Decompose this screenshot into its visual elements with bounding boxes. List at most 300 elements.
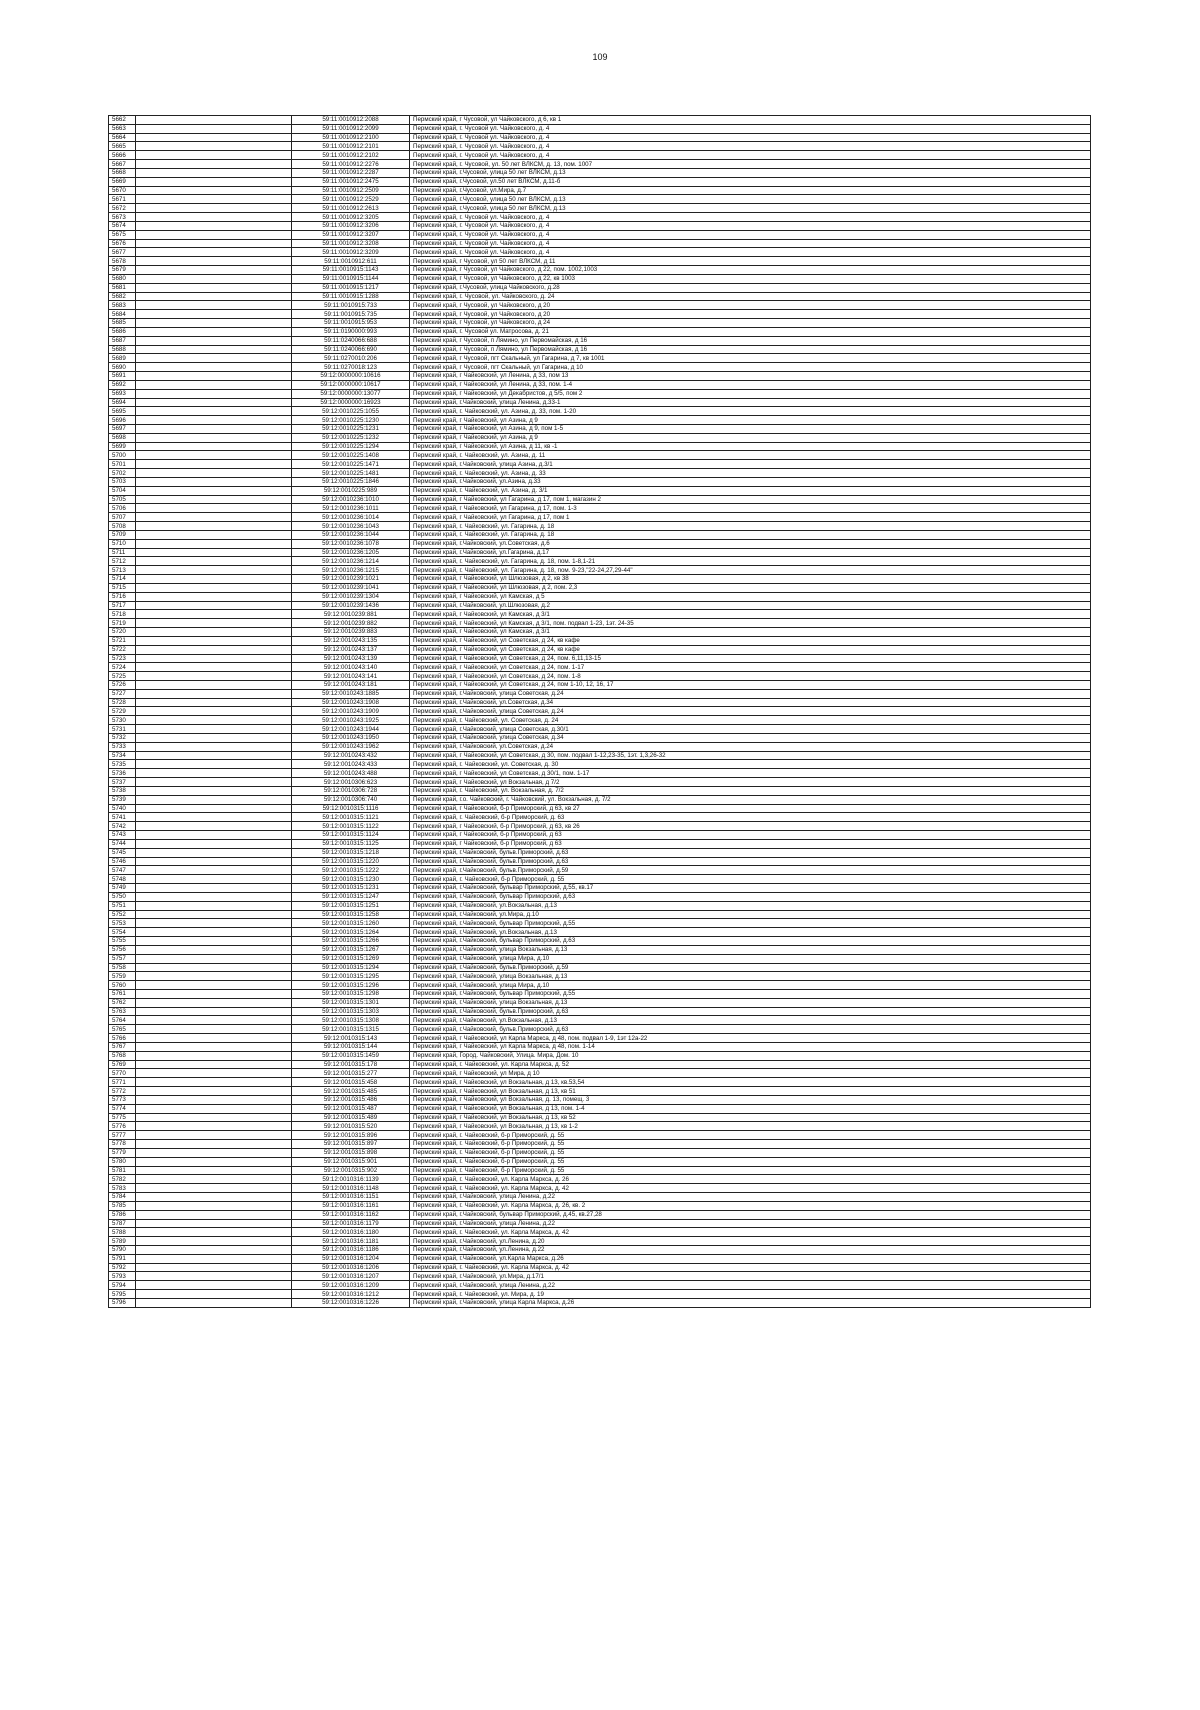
blank-cell xyxy=(136,177,292,186)
row-number-cell: 5703 xyxy=(109,477,136,486)
address-cell: Пермский край, г.Чайковский, улица Советская, д.34 xyxy=(410,733,1091,742)
blank-cell xyxy=(136,1298,292,1307)
row-number-cell: 5776 xyxy=(109,1122,136,1131)
blank-cell xyxy=(136,592,292,601)
row-number-cell: 5667 xyxy=(109,160,136,169)
blank-cell xyxy=(136,266,292,275)
row-number-cell: 5759 xyxy=(109,972,136,981)
address-cell: Пермский край, г Чайковский, ул Азина, д 9, пом 1-5 xyxy=(410,424,1091,433)
blank-cell xyxy=(136,477,292,486)
blank-cell xyxy=(136,124,292,133)
table-row xyxy=(109,919,1091,928)
blank-cell xyxy=(136,310,292,319)
address-cell: Пермский край, г.Чайковский, бульв.Приморский, д.59 xyxy=(410,866,1091,875)
address-cell: Пермский край, г.Чайковский, ул.Карла Маркса, д.26 xyxy=(410,1254,1091,1263)
table-row xyxy=(109,813,1091,822)
row-number-cell: 5724 xyxy=(109,663,136,672)
address-cell: Пермский край, г Чайковский, ул Азина, д 9 xyxy=(410,433,1091,442)
cadastral-number-cell: 59:12:0010239:1021 xyxy=(292,575,410,584)
table-row xyxy=(109,751,1091,760)
blank-cell xyxy=(136,1175,292,1184)
blank-cell xyxy=(136,1237,292,1246)
cadastral-number-cell: 59:11:0010912:611 xyxy=(292,257,410,266)
blank-cell xyxy=(136,1104,292,1113)
cadastral-number-cell: 59:12:0010236:1215 xyxy=(292,566,410,575)
cadastral-number-cell: 59:11:0010912:3208 xyxy=(292,239,410,248)
cadastral-number-cell: 59:12:0010243:1885 xyxy=(292,689,410,698)
address-cell: Пермский край, г Чайковский, ул Советская, д 24, кв кафе xyxy=(410,645,1091,654)
address-cell: Пермский край, г Чайковский, ул Советская, д 24, пом. 1-17 xyxy=(410,663,1091,672)
table-row xyxy=(109,1281,1091,1290)
row-number-cell: 5754 xyxy=(109,928,136,937)
cadastral-number-cell: 59:11:0010912:2475 xyxy=(292,177,410,186)
address-cell: Пермский край, Город. Чайковский, Улица. Мира, Дом. 10 xyxy=(410,1051,1091,1060)
blank-cell xyxy=(136,610,292,619)
table-row xyxy=(109,822,1091,831)
row-number-cell: 5741 xyxy=(109,813,136,822)
blank-cell xyxy=(136,504,292,513)
blank-cell xyxy=(136,1069,292,1078)
table-row xyxy=(109,1148,1091,1157)
row-number-cell: 5668 xyxy=(109,168,136,177)
blank-cell xyxy=(136,168,292,177)
address-cell: Пермский край, г.Чайковский, бульвар Приморский, д.55 xyxy=(410,989,1091,998)
address-cell: Пермский край, г Чайковский, ул Советская, д 24, пом. 6,11,13-15 xyxy=(410,654,1091,663)
cadastral-number-cell: 59:12:0010315:1267 xyxy=(292,945,410,954)
row-number-cell: 5763 xyxy=(109,1007,136,1016)
table-row xyxy=(109,1193,1091,1202)
address-cell: Пермский край, г.о. Чайковский, г. Чайковский, ул. Вокзальная, д. 7/2 xyxy=(410,795,1091,804)
table-row xyxy=(109,716,1091,725)
cadastral-number-cell: 59:11:0010915:1217 xyxy=(292,283,410,292)
blank-cell xyxy=(136,495,292,504)
cadastral-number-cell: 59:12:0010315:1222 xyxy=(292,866,410,875)
cadastral-number-cell: 59:12:0010306:623 xyxy=(292,778,410,787)
blank-cell xyxy=(136,301,292,310)
address-cell: Пермский край, г.Чайковский, улица Ленина, д.33-1 xyxy=(410,398,1091,407)
cadastral-number-cell: 59:12:0010315:1266 xyxy=(292,937,410,946)
cadastral-number-cell: 59:12:0000000:13077 xyxy=(292,389,410,398)
blank-cell xyxy=(136,1034,292,1043)
address-cell: Пермский край, г Чайковский, б-р Приморский, д 63 xyxy=(410,839,1091,848)
table-row xyxy=(109,654,1091,663)
table-row xyxy=(109,1051,1091,1060)
blank-cell xyxy=(136,239,292,248)
blank-cell xyxy=(136,619,292,628)
table-row xyxy=(109,742,1091,751)
cadastral-number-cell: 59:12:0010239:1304 xyxy=(292,592,410,601)
row-number-cell: 5786 xyxy=(109,1210,136,1219)
address-cell: Пермский край, г Чусовой, п Лямино, ул Первомайская, д 16 xyxy=(410,336,1091,345)
table-row xyxy=(109,963,1091,972)
table-row xyxy=(109,1069,1091,1078)
table-row xyxy=(109,945,1091,954)
address-cell: Пермский край, г Чайковский, ул Гагарина, д 17, пом 1, магазин 2 xyxy=(410,495,1091,504)
cadastral-number-cell: 59:12:0010315:1258 xyxy=(292,910,410,919)
blank-cell xyxy=(136,751,292,760)
row-number-cell: 5748 xyxy=(109,875,136,884)
address-cell: Пермский край, г.Чайковский, ул.Мира, д.10 xyxy=(410,910,1091,919)
row-number-cell: 5727 xyxy=(109,689,136,698)
cadastral-number-cell: 59:12:0010243:1950 xyxy=(292,733,410,742)
row-number-cell: 5678 xyxy=(109,257,136,266)
table-row xyxy=(109,522,1091,531)
table-row xyxy=(109,645,1091,654)
address-cell: Пермский край, г. Чайковский, ул. Гагарина, д. 18 xyxy=(410,522,1091,531)
blank-cell xyxy=(136,292,292,301)
blank-cell xyxy=(136,142,292,151)
row-number-cell: 5751 xyxy=(109,901,136,910)
cadastral-number-cell: 59:12:0010236:1043 xyxy=(292,522,410,531)
row-number-cell: 5701 xyxy=(109,460,136,469)
table-row xyxy=(109,283,1091,292)
address-cell: Пермский край, г Чусовой, ул Чайковского, д 22, кв 1003 xyxy=(410,274,1091,283)
cadastral-number-cell: 59:12:0010243:135 xyxy=(292,636,410,645)
address-cell: Пермский край, г.Чайковский, улица Мира, д.10 xyxy=(410,954,1091,963)
address-cell: Пермский край, г Чусовой, пгт Скальный, ул Гагарина, д 7, кв 1001 xyxy=(410,354,1091,363)
blank-cell xyxy=(136,213,292,222)
table-row xyxy=(109,1025,1091,1034)
row-number-cell: 5694 xyxy=(109,398,136,407)
address-cell: Пермский край, г. Чусовой ул. Чайковского, д. 4 xyxy=(410,230,1091,239)
cadastral-number-cell: 59:12:0010316:1180 xyxy=(292,1228,410,1237)
cadastral-number-cell: 59:11:0190000:993 xyxy=(292,327,410,336)
blank-cell xyxy=(136,707,292,716)
row-number-cell: 5794 xyxy=(109,1281,136,1290)
table-row xyxy=(109,239,1091,248)
address-cell: Пермский край, г.Чайковский, улица Ленина, д.22 xyxy=(410,1193,1091,1202)
blank-cell xyxy=(136,928,292,937)
row-number-cell: 5743 xyxy=(109,831,136,840)
table-row xyxy=(109,186,1091,195)
cadastral-number-cell: 59:12:0010315:1122 xyxy=(292,822,410,831)
cadastral-number-cell: 59:12:0010316:1226 xyxy=(292,1298,410,1307)
row-number-cell: 5718 xyxy=(109,610,136,619)
table-row xyxy=(109,292,1091,301)
cadastral-number-cell: 59:12:0010315:1264 xyxy=(292,928,410,937)
row-number-cell: 5702 xyxy=(109,469,136,478)
address-cell: Пермский край, г.Чайковский, бульв.Приморский, д.63 xyxy=(410,1025,1091,1034)
address-cell: Пермский край, г. Чайковский, ул. Азина, д. 11 xyxy=(410,451,1091,460)
cadastral-number-cell: 59:12:0010243:1962 xyxy=(292,742,410,751)
address-cell: Пермский край, г.Чайковский, бульвар Приморский, д.63 xyxy=(410,892,1091,901)
table-row xyxy=(109,1228,1091,1237)
blank-cell xyxy=(136,884,292,893)
cadastral-number-cell: 59:12:0010225:1481 xyxy=(292,469,410,478)
row-number-cell: 5745 xyxy=(109,848,136,857)
table-row xyxy=(109,1263,1091,1272)
cadastral-number-cell: 59:12:0010236:1205 xyxy=(292,548,410,557)
blank-cell xyxy=(136,963,292,972)
blank-cell xyxy=(136,875,292,884)
cadastral-number-cell: 59:12:0010225:1055 xyxy=(292,407,410,416)
cadastral-number-cell: 59:12:0010239:883 xyxy=(292,628,410,637)
row-number-cell: 5740 xyxy=(109,804,136,813)
cadastral-number-cell: 59:12:0010315:897 xyxy=(292,1140,410,1149)
row-number-cell: 5735 xyxy=(109,760,136,769)
cadastral-number-cell: 59:12:0010239:881 xyxy=(292,610,410,619)
address-cell: Пермский край, г. Чайковский, ул. Азина, д. 33, пом. 1-20 xyxy=(410,407,1091,416)
cadastral-number-cell: 59:12:0010315:178 xyxy=(292,1060,410,1069)
address-cell: Пермский край, г Чайковский, ул Гагарина, д 17, пом 1 xyxy=(410,513,1091,522)
blank-cell xyxy=(136,230,292,239)
table-row xyxy=(109,495,1091,504)
blank-cell xyxy=(136,1025,292,1034)
cadastral-number-cell: 59:12:0010315:1459 xyxy=(292,1051,410,1060)
address-cell: Пермский край, г Чусовой, ул Чайковского, д 20 xyxy=(410,301,1091,310)
address-cell: Пермский край, г. Чайковский, б-р Приморский, д. 55 xyxy=(410,1148,1091,1157)
blank-cell xyxy=(136,469,292,478)
address-cell: Пермский край, г.Чайковский, улица Карла Маркса, д.26 xyxy=(410,1298,1091,1307)
table-row xyxy=(109,345,1091,354)
table-row xyxy=(109,601,1091,610)
address-cell: Пермский край, г Чайковский, ул Вокзальная, д 13, кв 1-2 xyxy=(410,1122,1091,1131)
address-cell: Пермский край, г Чайковский, ул Ленина, д 33, пом. 1-4 xyxy=(410,380,1091,389)
cadastral-number-cell: 59:12:0010316:1179 xyxy=(292,1219,410,1228)
blank-cell xyxy=(136,548,292,557)
row-number-cell: 5675 xyxy=(109,230,136,239)
cadastral-number-cell: 59:12:0010316:1151 xyxy=(292,1193,410,1202)
row-number-cell: 5674 xyxy=(109,221,136,230)
blank-cell xyxy=(136,822,292,831)
row-number-cell: 5665 xyxy=(109,142,136,151)
row-number-cell: 5704 xyxy=(109,486,136,495)
row-number-cell: 5720 xyxy=(109,628,136,637)
row-number-cell: 5770 xyxy=(109,1069,136,1078)
address-cell: Пермский край, г.Чайковский, бульв.Приморский, д.63 xyxy=(410,1007,1091,1016)
blank-cell xyxy=(136,813,292,822)
blank-cell xyxy=(136,522,292,531)
address-cell: Пермский край, г.Чайковский, ул.Гагарина, д.17 xyxy=(410,548,1091,557)
blank-cell xyxy=(136,1281,292,1290)
blank-cell xyxy=(136,354,292,363)
table-row xyxy=(109,354,1091,363)
row-number-cell: 5677 xyxy=(109,248,136,257)
address-cell: Пермский край, г Чайковский, ул Советская, д 24, кв кафе xyxy=(410,636,1091,645)
address-cell: Пермский край, г.Чусовой, улица Чайковского, д.28 xyxy=(410,283,1091,292)
row-number-cell: 5670 xyxy=(109,186,136,195)
table-row xyxy=(109,416,1091,425)
address-cell: Пермский край, г Чайковский, ул Гагарина, д 17, пом. 1-3 xyxy=(410,504,1091,513)
row-number-cell: 5781 xyxy=(109,1166,136,1175)
blank-cell xyxy=(136,1131,292,1140)
table-row xyxy=(109,928,1091,937)
blank-cell xyxy=(136,575,292,584)
table-row xyxy=(109,116,1091,125)
address-cell: Пермский край, г Чусовой, п Лямино, ул Первомайская, д 16 xyxy=(410,345,1091,354)
cadastral-number-cell: 59:12:0010236:1011 xyxy=(292,504,410,513)
row-number-cell: 5671 xyxy=(109,195,136,204)
blank-cell xyxy=(136,566,292,575)
table-row xyxy=(109,989,1091,998)
cadastral-number-cell: 59:12:0010316:1209 xyxy=(292,1281,410,1290)
blank-cell xyxy=(136,1219,292,1228)
table-row xyxy=(109,1254,1091,1263)
table-row xyxy=(109,133,1091,142)
cadastral-number-cell: 59:12:0000000:16923 xyxy=(292,398,410,407)
table-row xyxy=(109,363,1091,372)
cadastral-number-cell: 59:12:0010243:141 xyxy=(292,672,410,681)
cadastral-number-cell: 59:12:0010243:433 xyxy=(292,760,410,769)
cadastral-number-cell: 59:12:0010239:882 xyxy=(292,619,410,628)
table-row xyxy=(109,168,1091,177)
row-number-cell: 5789 xyxy=(109,1237,136,1246)
cadastral-number-cell: 59:12:0010236:1010 xyxy=(292,495,410,504)
row-number-cell: 5663 xyxy=(109,124,136,133)
address-cell: Пермский край, г Чайковский, ул Советская, д 30, пом. подвал 1-12,23-35, 1эт. 1,3,26-32 xyxy=(410,751,1091,760)
row-number-cell: 5669 xyxy=(109,177,136,186)
cadastral-number-cell: 59:12:0010315:1303 xyxy=(292,1007,410,1016)
address-cell: Пермский край, г.Чусовой, улица 50 лет ВЛКСМ, д.13 xyxy=(410,168,1091,177)
blank-cell xyxy=(136,433,292,442)
row-number-cell: 5755 xyxy=(109,937,136,946)
address-cell: Пермский край, г. Чайковский, б-р Приморский, д. 55 xyxy=(410,875,1091,884)
address-cell: Пермский край, г.Чайковский, бульвар Приморский, д.55, кв.17 xyxy=(410,884,1091,893)
row-number-cell: 5716 xyxy=(109,592,136,601)
address-cell: Пермский край, г. Чусовой ул. Чайковского, д. 4 xyxy=(410,133,1091,142)
table-row xyxy=(109,1272,1091,1281)
table-row xyxy=(109,433,1091,442)
cadastral-number-cell: 59:12:0010315:902 xyxy=(292,1166,410,1175)
address-cell: Пермский край, г. Чайковский, ул. Гагарина, д. 18 xyxy=(410,530,1091,539)
table-row xyxy=(109,1016,1091,1025)
blank-cell xyxy=(136,283,292,292)
address-cell: Пермский край, г Чайковский, ул Камская, д 5 xyxy=(410,592,1091,601)
page-number: 109 xyxy=(592,52,608,62)
address-cell: Пермский край, г. Чайковский, ул. Карла Маркса, д. 26, кв. 2 xyxy=(410,1201,1091,1210)
address-cell: Пермский край, г.Чусовой, ул.50 лет ВЛКСМ, д.11-б xyxy=(410,177,1091,186)
row-number-cell: 5734 xyxy=(109,751,136,760)
address-cell: Пермский край, г.Чайковский, ул.Вокзальная, д.13 xyxy=(410,928,1091,937)
blank-cell xyxy=(136,1095,292,1104)
address-cell: Пермский край, г.Чусовой, улица 50 лет ВЛКСМ, д.13 xyxy=(410,195,1091,204)
row-number-cell: 5753 xyxy=(109,919,136,928)
address-cell: Пермский край, г Чайковский, ул Декабристов, д 5/5, пом 2 xyxy=(410,389,1091,398)
table-row xyxy=(109,513,1091,522)
table-row xyxy=(109,310,1091,319)
row-number-cell: 5711 xyxy=(109,548,136,557)
row-number-cell: 5768 xyxy=(109,1051,136,1060)
table-row xyxy=(109,725,1091,734)
address-cell: Пермский край, г. Чайковский, ул. Азина, д. 3/1 xyxy=(410,486,1091,495)
table-row xyxy=(109,707,1091,716)
cadastral-number-cell: 59:11:0010915:733 xyxy=(292,301,410,310)
cadastral-number-cell: 59:12:0010315:896 xyxy=(292,1131,410,1140)
blank-cell xyxy=(136,363,292,372)
row-number-cell: 5672 xyxy=(109,204,136,213)
cadastral-number-cell: 59:12:0010315:487 xyxy=(292,1104,410,1113)
row-number-cell: 5690 xyxy=(109,363,136,372)
cadastral-number-cell: 59:12:0010316:1206 xyxy=(292,1263,410,1272)
address-cell: Пермский край, г.Чайковский, ул.Ленина, д.22 xyxy=(410,1246,1091,1255)
blank-cell xyxy=(136,769,292,778)
table-row xyxy=(109,760,1091,769)
table-row xyxy=(109,1122,1091,1131)
address-cell: Пермский край, г. Чайковский, ул. Карла Маркса, д. 42 xyxy=(410,1184,1091,1193)
cadastral-number-cell: 59:12:0010243:137 xyxy=(292,645,410,654)
table-row xyxy=(109,1095,1091,1104)
table-row xyxy=(109,795,1091,804)
table-row xyxy=(109,972,1091,981)
address-cell: Пермский край, г. Чусовой ул. Чайковского, д. 4 xyxy=(410,248,1091,257)
row-number-cell: 5676 xyxy=(109,239,136,248)
blank-cell xyxy=(136,1016,292,1025)
address-cell: Пермский край, г Чайковский, ул Шлюзовая, д 2, пом. 2,3 xyxy=(410,583,1091,592)
row-number-cell: 5761 xyxy=(109,989,136,998)
table-row xyxy=(109,539,1091,548)
cadastral-number-cell: 59:11:0010912:2099 xyxy=(292,124,410,133)
blank-cell xyxy=(136,795,292,804)
row-number-cell: 5769 xyxy=(109,1060,136,1069)
table-row xyxy=(109,213,1091,222)
row-number-cell: 5736 xyxy=(109,769,136,778)
address-cell: Пермский край, г. Чайковский, б-р Приморский, д. 55 xyxy=(410,1157,1091,1166)
cadastral-number-cell: 59:11:0010912:3205 xyxy=(292,213,410,222)
table-row xyxy=(109,884,1091,893)
table-row xyxy=(109,1210,1091,1219)
blank-cell xyxy=(136,725,292,734)
table-row xyxy=(109,142,1091,151)
cadastral-number-cell: 59:11:0270018:123 xyxy=(292,363,410,372)
row-number-cell: 5777 xyxy=(109,1131,136,1140)
blank-cell xyxy=(136,1254,292,1263)
address-cell: Пермский край, г.Чусовой, ул.Мира, д.7 xyxy=(410,186,1091,195)
table-row xyxy=(109,1290,1091,1299)
table-row xyxy=(109,786,1091,795)
table-row xyxy=(109,266,1091,275)
row-number-cell: 5680 xyxy=(109,274,136,283)
blank-cell xyxy=(136,380,292,389)
table-row xyxy=(109,301,1091,310)
table-row xyxy=(109,424,1091,433)
blank-cell xyxy=(136,954,292,963)
cadastral-number-cell: 59:12:0010315:901 xyxy=(292,1157,410,1166)
row-number-cell: 5796 xyxy=(109,1298,136,1307)
address-cell: Пермский край, г Чайковский, б-р Приморский, д 63, кв 27 xyxy=(410,804,1091,813)
blank-cell xyxy=(136,1078,292,1087)
address-cell: Пермский край, г. Чусовой ул. Чайковского, д. 4 xyxy=(410,142,1091,151)
blank-cell xyxy=(136,601,292,610)
blank-cell xyxy=(136,1184,292,1193)
cadastral-number-cell: 59:12:0010225:1230 xyxy=(292,416,410,425)
row-number-cell: 5713 xyxy=(109,566,136,575)
address-cell: Пермский край, г. Чайковский, ул. Гагарина, д. 18, пом. 1-8,1-21 xyxy=(410,557,1091,566)
address-cell: Пермский край, г Чайковский, ул Камская, д 3/1 xyxy=(410,610,1091,619)
blank-cell xyxy=(136,1246,292,1255)
blank-cell xyxy=(136,133,292,142)
blank-cell xyxy=(136,274,292,283)
cadastral-number-cell: 59:12:0010243:1909 xyxy=(292,707,410,716)
blank-cell xyxy=(136,786,292,795)
row-number-cell: 5792 xyxy=(109,1263,136,1272)
row-number-cell: 5744 xyxy=(109,839,136,848)
table-row xyxy=(109,124,1091,133)
blank-cell xyxy=(136,407,292,416)
blank-cell xyxy=(136,760,292,769)
address-cell: Пермский край, г Чайковский, б-р Приморский, д 63, кв 26 xyxy=(410,822,1091,831)
table-row xyxy=(109,866,1091,875)
address-cell: Пермский край, г.Чайковский, ул.Шлюзовая, д.2 xyxy=(410,601,1091,610)
table-row xyxy=(109,257,1091,266)
cadastral-number-cell: 59:12:0000000:10616 xyxy=(292,372,410,381)
blank-cell xyxy=(136,248,292,257)
table-row xyxy=(109,1007,1091,1016)
row-number-cell: 5708 xyxy=(109,522,136,531)
table-row xyxy=(109,160,1091,169)
cadastral-number-cell: 59:12:0010315:489 xyxy=(292,1113,410,1122)
blank-cell xyxy=(136,345,292,354)
table-row xyxy=(109,274,1091,283)
